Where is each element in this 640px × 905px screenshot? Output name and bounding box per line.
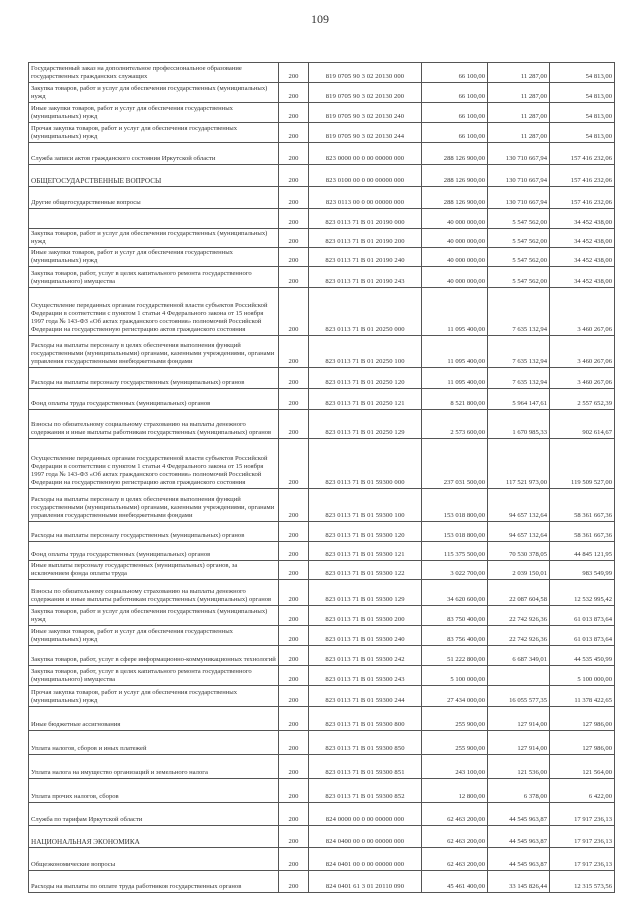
cell-executed-amount: 11 287,00 xyxy=(488,63,550,83)
cell-executed-amount: 130 710 667,94 xyxy=(488,165,550,187)
table-row xyxy=(29,368,615,389)
cell-name: Осуществление переданных органам государственной власти субъектов Российской Федерации в соответствии с пунктом 1 статьи 4 Федерального закона от 15 ноября 1997 года № 143-ФЗ «Об актах гражданского состояния» полномочий Российской Федерации на государственную регистрацию актов гражданского состояния xyxy=(29,439,279,489)
cell-approved-amount: 8 521 800,00 xyxy=(422,389,488,410)
cell-line-code: 200 xyxy=(279,731,309,755)
table-row xyxy=(29,646,615,666)
cell-budget-code: 823 0113 71 В 01 59300 242 xyxy=(309,646,422,666)
cell-budget-code: 824 0000 00 0 00 00000 000 xyxy=(309,803,422,826)
cell-executed-amount: 5 964 147,61 xyxy=(488,389,550,410)
cell-name: Иные закупки товаров, работ и услуг для обеспечения государственных (муниципальных) нужд xyxy=(29,103,279,123)
cell-name: Расходы на выплаты персоналу в целях обеспечения выполнения функций государственными (муниципальными) органами, казенными учреждениями, органами управления государственными внебюджетными фондами xyxy=(29,336,279,368)
table-row xyxy=(29,755,615,779)
cell-unexecuted-amount: 54 813,00 xyxy=(550,103,615,123)
table-row xyxy=(29,187,615,209)
cell-line-code: 200 xyxy=(279,871,309,893)
cell-line-code: 200 xyxy=(279,803,309,826)
cell-line-code: 200 xyxy=(279,63,309,83)
cell-budget-code: 823 0113 71 В 01 20190 243 xyxy=(309,267,422,288)
table-row xyxy=(29,410,615,439)
cell-unexecuted-amount: 58 361 667,36 xyxy=(550,489,615,522)
cell-name: НАЦИОНАЛЬНАЯ ЭКОНОМИКА xyxy=(29,826,279,848)
table-row xyxy=(29,248,615,267)
cell-executed-amount: 5 547 562,00 xyxy=(488,209,550,229)
table-row xyxy=(29,522,615,542)
cell-approved-amount: 255 900,00 xyxy=(422,731,488,755)
cell-approved-amount: 27 434 000,00 xyxy=(422,686,488,707)
cell-executed-amount: 44 545 963,87 xyxy=(488,848,550,871)
table-row xyxy=(29,803,615,826)
cell-unexecuted-amount: 127 986,00 xyxy=(550,731,615,755)
cell-line-code: 200 xyxy=(279,123,309,143)
cell-line-code: 200 xyxy=(279,267,309,288)
table-row xyxy=(29,626,615,646)
cell-executed-amount xyxy=(488,666,550,686)
cell-budget-code: 823 0113 71 В 01 59300 852 xyxy=(309,779,422,803)
cell-executed-amount: 130 710 667,94 xyxy=(488,187,550,209)
cell-line-code: 200 xyxy=(279,826,309,848)
cell-executed-amount: 7 635 132,94 xyxy=(488,288,550,336)
cell-executed-amount: 130 710 667,94 xyxy=(488,143,550,165)
cell-budget-code: 823 0113 00 0 00 00000 000 xyxy=(309,187,422,209)
table-row xyxy=(29,542,615,561)
cell-approved-amount: 115 375 500,00 xyxy=(422,542,488,561)
cell-unexecuted-amount: 61 013 873,64 xyxy=(550,606,615,626)
cell-budget-code: 823 0113 71 В 01 59300 129 xyxy=(309,580,422,606)
cell-executed-amount: 121 536,00 xyxy=(488,755,550,779)
cell-executed-amount: 5 547 562,00 xyxy=(488,267,550,288)
cell-approved-amount: 12 800,00 xyxy=(422,779,488,803)
cell-name: Государственный заказ на дополнительное профессиональное образование государственных гражданских служащих xyxy=(29,63,279,83)
table-row xyxy=(29,165,615,187)
cell-approved-amount: 243 100,00 xyxy=(422,755,488,779)
cell-name: Фонд оплаты труда государственных (муниципальных) органов xyxy=(29,542,279,561)
cell-budget-code: 823 0113 71 В 01 20250 000 xyxy=(309,288,422,336)
cell-line-code: 200 xyxy=(279,410,309,439)
cell-unexecuted-amount: 61 013 873,64 xyxy=(550,626,615,646)
cell-approved-amount: 288 126 900,00 xyxy=(422,187,488,209)
cell-approved-amount: 40 000 000,00 xyxy=(422,248,488,267)
cell-line-code: 200 xyxy=(279,143,309,165)
cell-name: ОБЩЕГОСУДАРСТВЕННЫЕ ВОПРОСЫ xyxy=(29,165,279,187)
cell-name: Иные бюджетные ассигнования xyxy=(29,707,279,731)
table-row xyxy=(29,489,615,522)
cell-name: Закупка товаров, работ и услуг для обеспечения государственных (муниципальных) нужд xyxy=(29,83,279,103)
table-row xyxy=(29,848,615,871)
table-row xyxy=(29,83,615,103)
cell-line-code: 200 xyxy=(279,389,309,410)
cell-approved-amount: 83 750 400,00 xyxy=(422,606,488,626)
cell-budget-code: 823 0113 71 В 01 59300 122 xyxy=(309,561,422,580)
table-row xyxy=(29,209,615,229)
cell-unexecuted-amount: 5 100 000,00 xyxy=(550,666,615,686)
cell-budget-code: 823 0100 00 0 00 00000 000 xyxy=(309,165,422,187)
cell-name: Прочая закупка товаров, работ и услуг для обеспечения государственных (муниципальных) нужд xyxy=(29,123,279,143)
cell-line-code: 200 xyxy=(279,165,309,187)
cell-approved-amount: 66 100,00 xyxy=(422,123,488,143)
table-row xyxy=(29,143,615,165)
cell-executed-amount: 94 657 132,64 xyxy=(488,522,550,542)
cell-approved-amount: 66 100,00 xyxy=(422,83,488,103)
table-row xyxy=(29,288,615,336)
table-row xyxy=(29,871,615,893)
cell-line-code: 200 xyxy=(279,580,309,606)
cell-executed-amount: 6 687 349,01 xyxy=(488,646,550,666)
cell-budget-code: 824 0400 00 0 00 00000 000 xyxy=(309,826,422,848)
cell-unexecuted-amount: 157 416 232,06 xyxy=(550,187,615,209)
cell-approved-amount: 40 000 000,00 xyxy=(422,209,488,229)
cell-unexecuted-amount: 3 460 267,06 xyxy=(550,368,615,389)
table-row xyxy=(29,123,615,143)
table-row xyxy=(29,63,615,83)
cell-approved-amount: 62 463 200,00 xyxy=(422,826,488,848)
cell-approved-amount: 153 018 800,00 xyxy=(422,489,488,522)
cell-unexecuted-amount: 902 614,67 xyxy=(550,410,615,439)
cell-line-code: 200 xyxy=(279,848,309,871)
cell-approved-amount: 5 100 000,00 xyxy=(422,666,488,686)
table-row xyxy=(29,561,615,580)
cell-budget-code: 823 0113 71 В 01 20190 240 xyxy=(309,248,422,267)
cell-executed-amount: 44 545 963,87 xyxy=(488,826,550,848)
cell-line-code: 200 xyxy=(279,368,309,389)
cell-line-code: 200 xyxy=(279,779,309,803)
cell-name: Расходы на выплаты по оплате труда работников государственных органов xyxy=(29,871,279,893)
cell-executed-amount: 5 547 562,00 xyxy=(488,248,550,267)
cell-unexecuted-amount: 3 460 267,06 xyxy=(550,288,615,336)
cell-budget-code: 824 0401 61 3 01 20110 090 xyxy=(309,871,422,893)
cell-approved-amount: 51 222 800,00 xyxy=(422,646,488,666)
table-row xyxy=(29,389,615,410)
cell-unexecuted-amount: 6 422,00 xyxy=(550,779,615,803)
table-row xyxy=(29,707,615,731)
cell-unexecuted-amount: 44 845 121,95 xyxy=(550,542,615,561)
cell-line-code: 200 xyxy=(279,103,309,123)
cell-unexecuted-amount: 12 532 995,42 xyxy=(550,580,615,606)
cell-line-code: 200 xyxy=(279,646,309,666)
cell-unexecuted-amount: 34 452 438,00 xyxy=(550,248,615,267)
cell-executed-amount: 127 914,00 xyxy=(488,707,550,731)
cell-line-code: 200 xyxy=(279,666,309,686)
cell-executed-amount: 33 145 826,44 xyxy=(488,871,550,893)
cell-line-code: 200 xyxy=(279,248,309,267)
cell-unexecuted-amount: 58 361 667,36 xyxy=(550,522,615,542)
cell-unexecuted-amount: 3 460 267,06 xyxy=(550,336,615,368)
cell-approved-amount: 34 620 600,00 xyxy=(422,580,488,606)
cell-name: Служба по тарифам Иркутской области xyxy=(29,803,279,826)
table-body xyxy=(29,63,615,893)
cell-executed-amount: 44 545 963,87 xyxy=(488,803,550,826)
cell-approved-amount: 153 018 800,00 xyxy=(422,522,488,542)
cell-unexecuted-amount: 54 813,00 xyxy=(550,83,615,103)
cell-line-code: 200 xyxy=(279,229,309,248)
cell-budget-code: 823 0113 71 В 01 20250 100 xyxy=(309,336,422,368)
cell-unexecuted-amount: 34 452 438,00 xyxy=(550,209,615,229)
cell-approved-amount: 40 000 000,00 xyxy=(422,229,488,248)
cell-line-code: 200 xyxy=(279,606,309,626)
cell-executed-amount: 70 530 378,05 xyxy=(488,542,550,561)
cell-budget-code: 823 0113 71 В 01 20250 120 xyxy=(309,368,422,389)
cell-approved-amount: 11 095 400,00 xyxy=(422,288,488,336)
cell-budget-code: 819 0705 90 3 02 20130 000 xyxy=(309,63,422,83)
cell-budget-code: 819 0705 90 3 02 20130 240 xyxy=(309,103,422,123)
cell-budget-code: 819 0705 90 3 02 20130 244 xyxy=(309,123,422,143)
cell-unexecuted-amount: 17 917 236,13 xyxy=(550,826,615,848)
cell-name: Фонд оплаты труда государственных (муниципальных) органов xyxy=(29,389,279,410)
cell-unexecuted-amount: 54 813,00 xyxy=(550,123,615,143)
cell-name: Прочая закупка товаров, работ и услуг для обеспечения государственных (муниципальных) нужд xyxy=(29,686,279,707)
cell-approved-amount: 45 461 400,00 xyxy=(422,871,488,893)
cell-unexecuted-amount: 127 986,00 xyxy=(550,707,615,731)
cell-executed-amount: 11 287,00 xyxy=(488,83,550,103)
cell-unexecuted-amount: 17 917 236,13 xyxy=(550,803,615,826)
cell-line-code: 200 xyxy=(279,686,309,707)
cell-budget-code: 823 0113 71 В 01 59300 243 xyxy=(309,666,422,686)
cell-name: Закупка товаров, работ и услуг для обеспечения государственных (муниципальных) нужд xyxy=(29,606,279,626)
cell-unexecuted-amount: 34 452 438,00 xyxy=(550,267,615,288)
cell-line-code: 200 xyxy=(279,626,309,646)
cell-line-code: 200 xyxy=(279,187,309,209)
table-row xyxy=(29,439,615,489)
cell-executed-amount: 117 521 973,00 xyxy=(488,439,550,489)
cell-executed-amount: 22 742 926,36 xyxy=(488,606,550,626)
cell-approved-amount: 62 463 200,00 xyxy=(422,848,488,871)
cell-executed-amount: 11 287,00 xyxy=(488,103,550,123)
cell-name: Иные закупки товаров, работ и услуг для обеспечения государственных (муниципальных) нужд xyxy=(29,626,279,646)
cell-unexecuted-amount: 157 416 232,06 xyxy=(550,165,615,187)
cell-budget-code: 823 0113 71 В 01 59300 120 xyxy=(309,522,422,542)
cell-executed-amount: 22 742 926,36 xyxy=(488,626,550,646)
cell-approved-amount: 3 022 700,00 xyxy=(422,561,488,580)
table-row xyxy=(29,686,615,707)
table-row xyxy=(29,336,615,368)
cell-executed-amount: 5 547 562,00 xyxy=(488,229,550,248)
cell-budget-code: 823 0000 00 0 00 00000 000 xyxy=(309,143,422,165)
cell-unexecuted-amount: 157 416 232,06 xyxy=(550,143,615,165)
cell-unexecuted-amount: 983 549,99 xyxy=(550,561,615,580)
table-row xyxy=(29,779,615,803)
cell-budget-code: 823 0113 71 В 01 59300 200 xyxy=(309,606,422,626)
page-number: 109 xyxy=(311,12,329,26)
cell-approved-amount: 255 900,00 xyxy=(422,707,488,731)
cell-budget-code: 823 0113 71 В 01 59300 240 xyxy=(309,626,422,646)
cell-line-code: 200 xyxy=(279,489,309,522)
cell-name: Закупка товаров, работ, услуг в целях капитального ремонта государственного (муниципального) имущества xyxy=(29,666,279,686)
cell-executed-amount: 22 087 604,58 xyxy=(488,580,550,606)
cell-approved-amount: 237 031 500,00 xyxy=(422,439,488,489)
cell-approved-amount: 2 573 600,00 xyxy=(422,410,488,439)
cell-unexecuted-amount: 119 509 527,00 xyxy=(550,439,615,489)
table-row xyxy=(29,229,615,248)
cell-name: Взносы по обязательному социальному страхованию на выплаты денежного содержания и иные выплаты работникам государственных (муниципальных) органов xyxy=(29,410,279,439)
cell-name: Расходы на выплаты персоналу государственных (муниципальных) органов xyxy=(29,522,279,542)
cell-name: Уплата налогов, сборов и иных платежей xyxy=(29,731,279,755)
cell-line-code: 200 xyxy=(279,542,309,561)
cell-budget-code: 819 0705 90 3 02 20130 200 xyxy=(309,83,422,103)
cell-approved-amount: 66 100,00 xyxy=(422,103,488,123)
cell-budget-code: 824 0401 00 0 00 00000 000 xyxy=(309,848,422,871)
cell-unexecuted-amount: 34 452 438,00 xyxy=(550,229,615,248)
cell-executed-amount: 7 635 132,94 xyxy=(488,336,550,368)
cell-name: Иные выплаты персоналу государственных (муниципальных) органов, за исключением фонда оплаты труда xyxy=(29,561,279,580)
table-row xyxy=(29,731,615,755)
cell-budget-code: 823 0113 71 В 01 59300 851 xyxy=(309,755,422,779)
cell-unexecuted-amount: 121 564,00 xyxy=(550,755,615,779)
table-row xyxy=(29,606,615,626)
cell-name: Уплата налога на имущество организаций и земельного налога xyxy=(29,755,279,779)
cell-name: Служба записи актов гражданского состояния Иркутской области xyxy=(29,143,279,165)
cell-name: Расходы на выплаты персоналу в целях обеспечения выполнения функций государственными (муниципальными) органами, казенными учреждениями, органами управления государственными внебюджетными фондами xyxy=(29,489,279,522)
cell-budget-code: 823 0113 71 В 01 20250 121 xyxy=(309,389,422,410)
cell-line-code: 200 xyxy=(279,83,309,103)
cell-line-code: 200 xyxy=(279,522,309,542)
cell-executed-amount: 127 914,00 xyxy=(488,731,550,755)
table-row xyxy=(29,103,615,123)
cell-budget-code: 823 0113 71 В 01 59300 800 xyxy=(309,707,422,731)
cell-name: Закупка товаров, работ и услуг для обеспечения государственных (муниципальных) нужд xyxy=(29,229,279,248)
cell-budget-code: 823 0113 71 В 01 59300 244 xyxy=(309,686,422,707)
cell-name: Осуществление переданных органам государственной власти субъектов Российской Федерации в соответствии с пунктом 1 статьи 4 Федерального закона от 15 ноября 1997 года № 143-ФЗ «Об актах гражданского состояния» полномочий Российской Федерации на государственную регистрацию актов гражданского состояния xyxy=(29,288,279,336)
cell-executed-amount: 6 378,00 xyxy=(488,779,550,803)
cell-budget-code: 823 0113 71 В 01 20250 129 xyxy=(309,410,422,439)
cell-line-code: 200 xyxy=(279,707,309,731)
cell-unexecuted-amount: 11 378 422,65 xyxy=(550,686,615,707)
cell-budget-code: 823 0113 71 В 01 59300 121 xyxy=(309,542,422,561)
cell-name: Уплата прочих налогов, сборов xyxy=(29,779,279,803)
cell-line-code: 200 xyxy=(279,755,309,779)
cell-unexecuted-amount: 12 315 573,56 xyxy=(550,871,615,893)
cell-unexecuted-amount: 17 917 236,13 xyxy=(550,848,615,871)
cell-approved-amount: 66 100,00 xyxy=(422,63,488,83)
cell-line-code: 200 xyxy=(279,336,309,368)
cell-name: Закупка товаров, работ, услуг в сфере информационно-коммуникационных технологий xyxy=(29,646,279,666)
cell-executed-amount: 11 287,00 xyxy=(488,123,550,143)
cell-executed-amount: 7 635 132,94 xyxy=(488,368,550,389)
cell-budget-code: 823 0113 71 В 01 20190 200 xyxy=(309,229,422,248)
cell-unexecuted-amount: 54 813,00 xyxy=(550,63,615,83)
cell-approved-amount: 40 000 000,00 xyxy=(422,267,488,288)
cell-budget-code: 823 0113 71 В 01 20190 000 xyxy=(309,209,422,229)
cell-unexecuted-amount: 2 557 652,39 xyxy=(550,389,615,410)
cell-name: Другие общегосударственные вопросы xyxy=(29,187,279,209)
cell-executed-amount: 94 657 132,64 xyxy=(488,489,550,522)
table-row xyxy=(29,580,615,606)
cell-budget-code: 823 0113 71 В 01 59300 000 xyxy=(309,439,422,489)
table-row xyxy=(29,666,615,686)
cell-name xyxy=(29,209,279,229)
cell-line-code: 200 xyxy=(279,561,309,580)
cell-name: Иные закупки товаров, работ и услуг для обеспечения государственных (муниципальных) нужд xyxy=(29,248,279,267)
cell-approved-amount: 62 463 200,00 xyxy=(422,803,488,826)
cell-unexecuted-amount: 44 535 450,99 xyxy=(550,646,615,666)
cell-name: Закупка товаров, работ, услуг в целях капитального ремонта государственного (муниципального) имущества xyxy=(29,267,279,288)
cell-approved-amount: 288 126 900,00 xyxy=(422,165,488,187)
cell-name: Расходы на выплаты персоналу государственных (муниципальных) органов xyxy=(29,368,279,389)
cell-budget-code: 823 0113 71 В 01 59300 850 xyxy=(309,731,422,755)
cell-executed-amount: 16 055 577,35 xyxy=(488,686,550,707)
cell-name: Взносы по обязательному социальному страхованию на выплаты денежного содержания и иные выплаты работникам государственных (муниципальных) органов xyxy=(29,580,279,606)
cell-line-code: 200 xyxy=(279,288,309,336)
cell-executed-amount: 2 039 150,01 xyxy=(488,561,550,580)
cell-executed-amount: 1 670 985,33 xyxy=(488,410,550,439)
budget-execution-table xyxy=(28,62,615,893)
cell-line-code: 200 xyxy=(279,439,309,489)
cell-approved-amount: 288 126 900,00 xyxy=(422,143,488,165)
table-row xyxy=(29,826,615,848)
cell-approved-amount: 11 095 400,00 xyxy=(422,336,488,368)
cell-approved-amount: 11 095 400,00 xyxy=(422,368,488,389)
cell-line-code: 200 xyxy=(279,209,309,229)
table-row xyxy=(29,267,615,288)
cell-name: Общеэкономические вопросы xyxy=(29,848,279,871)
cell-budget-code: 823 0113 71 В 01 59300 100 xyxy=(309,489,422,522)
cell-approved-amount: 83 756 400,00 xyxy=(422,626,488,646)
